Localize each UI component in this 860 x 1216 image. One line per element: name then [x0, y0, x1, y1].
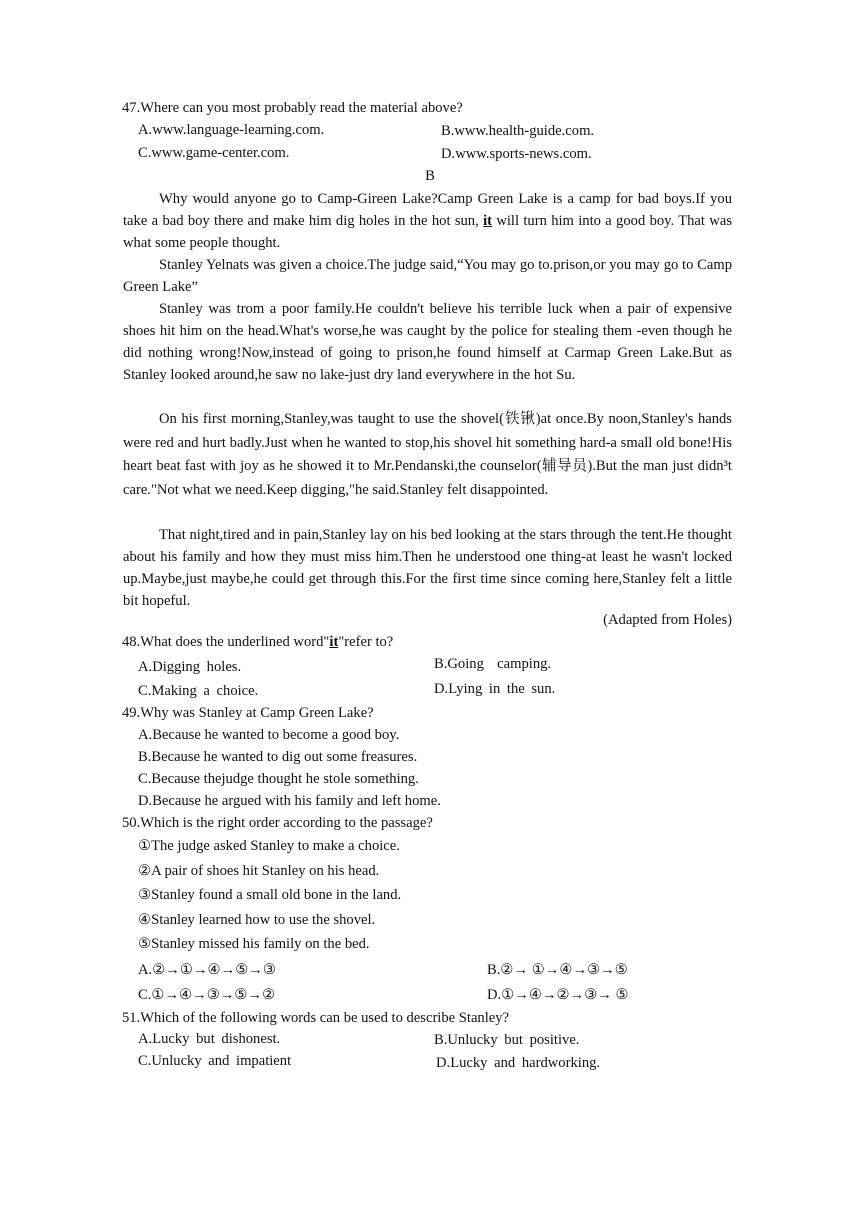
question-51-option-d: D.Lucky and hardworking.: [436, 1055, 601, 1071]
question-50-option-c: C.①→④→③→⑤→②: [138, 987, 276, 1003]
question-50-event-2: ②A pair of shoes hit Stanley on his head.: [138, 863, 380, 879]
question-47-option-b: B.www.health-guide.com.: [441, 123, 595, 139]
underlined-word-it: it: [483, 213, 492, 229]
question-50-option-d: D.①→④→②→③→ ⑤: [487, 987, 629, 1003]
question-50-event-5: ⑤Stanley missed his family on the bed.: [138, 936, 370, 952]
question-51-option-a: A.Lucky but dishonest.: [138, 1031, 281, 1047]
question-48-underlined-it: it: [329, 634, 339, 650]
question-48-option-d: D.Lying in the sun.: [434, 681, 556, 697]
passage-p1-part1: Why would anyone go to Camp-Gireen Lake?Camp Green Lake is a camp for bad boys.If you take a bad boy there and make him dig holes in the hot sun,: [123, 191, 732, 229]
passage-paragraph-3: Stanley was trom a poor family.He couldn't believe his terrible luck when a pair of expensive shoes hit him on the head.What's worse,he was caught by the police for stealing them -even though he did nothing wrong!Now,instead of going to prison,he found himself at Carmap Green Lake.But as Stanley looked around,he saw no lake-just dry land everywhere in the hot Su.: [123, 301, 732, 383]
question-49-option-c: C.Because thejudge thought he stole something.: [138, 771, 419, 787]
question-51-stem: 51.Which of the following words can be used to describe Stanley?: [122, 1010, 510, 1026]
question-50-event-1: ①The judge asked Stanley to make a choice.: [138, 838, 400, 854]
question-48-stem-part2: "refer to?: [338, 634, 394, 650]
question-50-stem: 50.Which is the right order according to the passage?: [122, 815, 433, 831]
passage-p1-part2: will turn him into a good boy. That was what some people thought.: [123, 213, 732, 251]
question-48-option-a: A.Digging holes.: [138, 659, 242, 675]
section-label: B: [425, 168, 435, 184]
question-47-option-a: A.www.language-learning.com.: [138, 122, 325, 138]
question-49-option-b: B.Because he wanted to dig out some freasures.: [138, 749, 418, 765]
question-51-option-c: C.Unlucky and impatient: [138, 1053, 292, 1069]
passage-paragraph-2: Stanley Yelnats was given a choice.The judge said,“You may go to.prison,or you may go to Camp Green Lake”: [123, 257, 732, 295]
question-47-stem: 47.Where can you most probably read the material above?: [122, 100, 463, 116]
question-50-event-4: ④Stanley learned how to use the shovel.: [138, 912, 376, 928]
question-49-stem: 49.Why was Stanley at Camp Green Lake?: [122, 705, 374, 721]
passage-paragraph-1: [123, 188, 732, 254]
question-47-option-c: C.www.game-center.com.: [138, 145, 290, 161]
question-49-option-d: D.Because he argued with his family and left home.: [138, 793, 441, 809]
passage-source: (Adapted from Holes): [603, 612, 732, 628]
passage-paragraph-5: That night,tired and in pain,Stanley lay on his bed looking at the stars through the tent.He thought about his family and how they must miss him.Then he understood one thing-at least he wasn't locked up.Maybe,just maybe,he could get through this.For the first time since coming here,Stanley felt a little bit hopeful.: [123, 527, 732, 609]
passage-paragraph-4: On his first morning,Stanley,was taught to use the shovel(铁锹)at once.By noon,Stanley's hands were red and hurt badly.Just when he wanted to stop,his shovel hit something hard-a small old bone!His heart beat fast with joy as he showed it to Mr.Pendanski,the counselor(辅导员).But the man just didn³t care."Not what we need.Keep digging,"he said.Stanley felt disappointed.: [123, 411, 732, 498]
question-50-option-a: A.②→①→④→⑤→③: [138, 962, 276, 978]
question-48-option-b: B.Going camping.: [434, 656, 552, 672]
question-49-option-a: A.Because he wanted to become a good boy.: [138, 727, 400, 743]
question-47-option-d: D.www.sports-news.com.: [441, 146, 592, 162]
question-51-option-b: B.Unlucky but positive.: [434, 1032, 580, 1048]
question-48-stem-part1: 48.What does the underlined word": [122, 634, 330, 650]
question-48-stem: [122, 634, 393, 651]
question-48-option-c: C.Making a choice.: [138, 683, 259, 699]
question-50-option-b: B.②→ ①→④→③→⑤: [487, 962, 628, 978]
question-50-event-3: ③Stanley found a small old bone in the land.: [138, 887, 402, 903]
